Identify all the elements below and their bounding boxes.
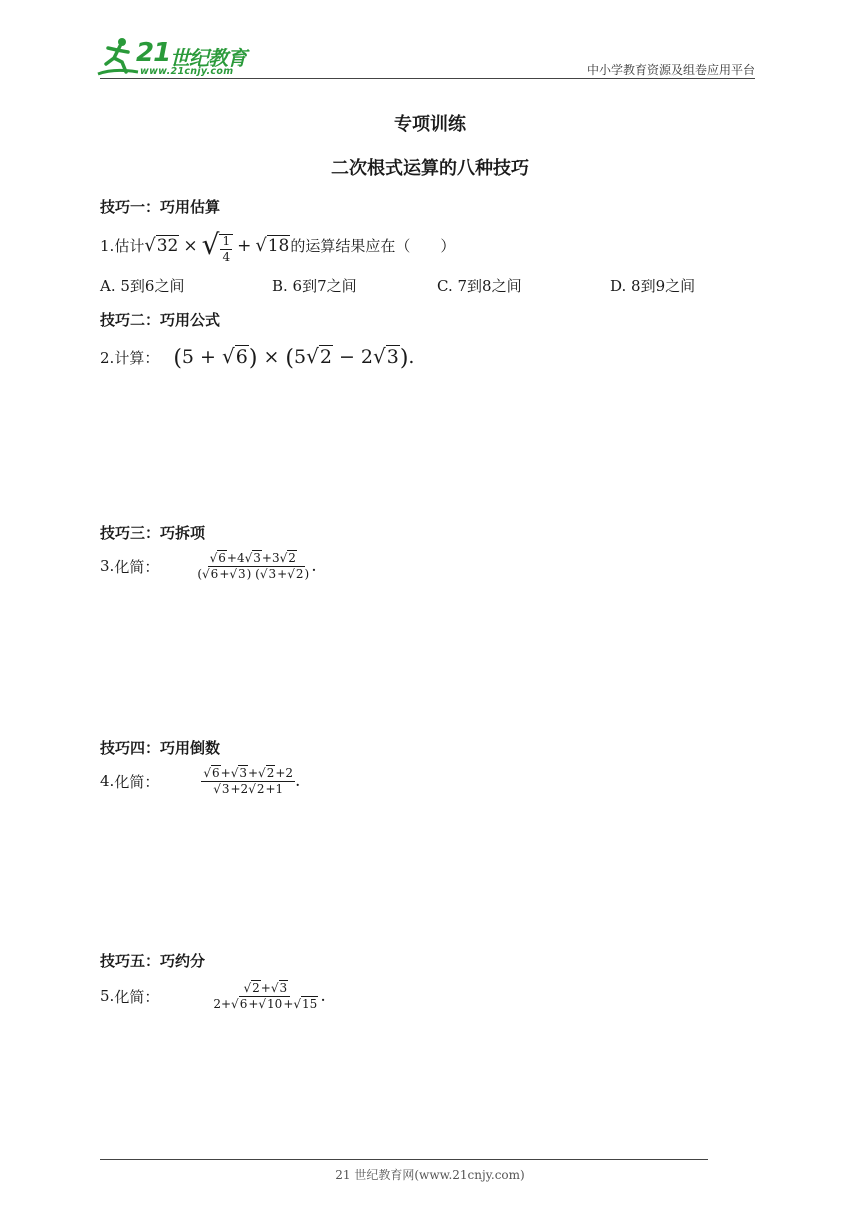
section-heading-5: 技巧五：巧约分 [100,952,206,970]
option-a[interactable]: A. 5到6之间 [100,277,185,295]
question-number: 3. [100,557,115,576]
section-heading-3: 技巧三：巧拆项 [100,524,206,542]
page-subtitle: 二次根式运算的八种技巧 [331,158,529,179]
question-5: 5. 化简： $\frac{√2+√3}{2+√6+√10+√15}$ . [100,981,326,1011]
fraction-5: $\frac{√2+√3}{2+√6+√10+√15}$ [213,981,318,1011]
sqrt-18: √18 [255,235,290,257]
plus-sign: + [237,235,252,256]
question-number: 4. [100,772,115,791]
expression-2: (5 + √6) × (5√2 − 2√3). [173,344,415,371]
option-d[interactable]: D. 8到9之间 [610,277,696,295]
logo-number: 21 [136,38,171,68]
question-prefix: 计算： [114,349,160,367]
page-title: 专项训练 [394,114,466,135]
question-prefix: 化简： [114,772,160,791]
question-1 [100,228,455,264]
section-heading-4: 技巧四：巧用倒数 [100,739,221,757]
question-prefix: 化简： [114,557,160,576]
fraction-3: $\frac{√6+4√3+3√2}{(√6+√3) (√3+√2)}$ [197,551,310,581]
header-tagline: 中小学教育资源及组卷应用平台 [586,63,755,77]
question-3: 3. 化简： $\frac{√6+4√3+3√2}{(√6+√3) (√3+√2)}$ . [100,551,317,581]
section-heading-1: 技巧一：巧用估算 [100,198,221,216]
question-prefix: 估计 [114,237,145,256]
sqrt-32: √32 [144,235,179,257]
option-c[interactable]: C. 7到8之间 [437,277,522,295]
section-heading-2: 技巧二：巧用公式 [100,311,221,329]
question-4: 4. 化简： $\frac{√6+√3+√2+2}{√3+2√2+1}$ . [100,766,301,796]
question-prefix: 化简： [114,987,160,1006]
logo-text: 世纪教育 [170,46,246,70]
footer-divider [100,1159,708,1160]
question-suffix: 的运算结果应在（ ） [290,237,456,256]
question-number: 2. [100,348,115,367]
header-divider [100,78,755,79]
logo-url: www.21cnjy.com [140,66,234,77]
site-logo [92,34,262,80]
question-number: 1. [100,236,115,255]
fraction-4: $\frac{√6+√3+√2+2}{√3+2√2+1}$ [203,766,294,796]
sqrt-one-quarter: √ $\frac{1}{4}$ [202,228,233,264]
runner-logo-icon [92,34,142,80]
question-2 [100,344,414,371]
times-sign: × [183,235,198,256]
question-number: 5. [100,987,115,1006]
footer-link[interactable]: 21 世纪教育网(www.21cnjy.com) [335,1168,525,1182]
option-b[interactable]: B. 6到7之间 [272,277,357,295]
